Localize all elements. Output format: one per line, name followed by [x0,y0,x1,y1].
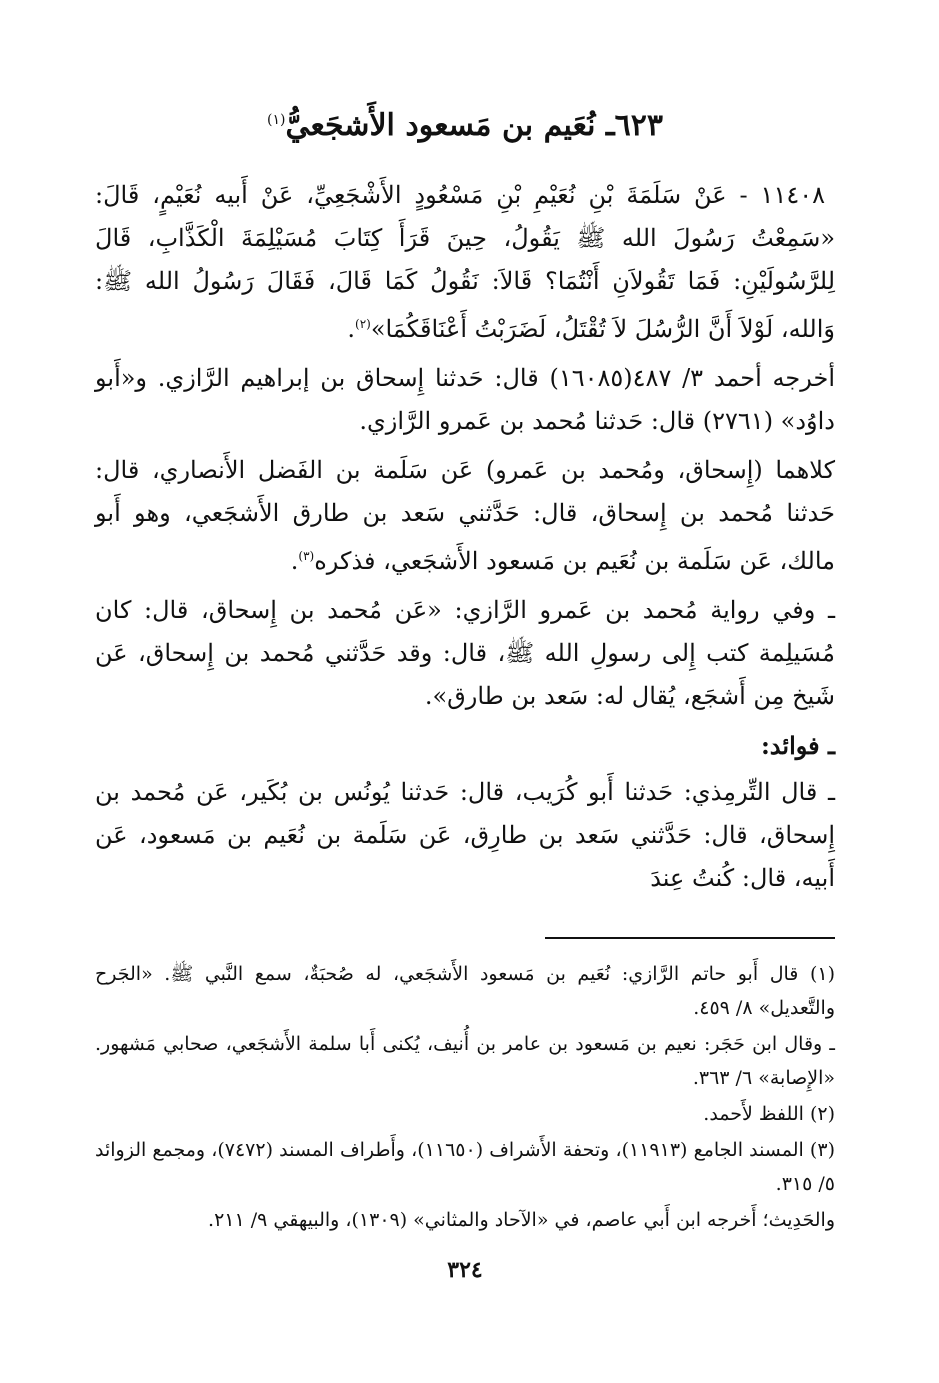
chapter-title [95,95,835,146]
footnote-3-continued: والحَدِيث؛ أَخرجه ابن أَبي عاصم، في «الآحاد والمثاني» (١٣٠٩)، والبيهقي ٩/ ٢١١. [208,1209,835,1231]
fawaid-heading: ـ فوائد: [760,731,835,760]
footnote-ref-1: (١) [267,112,286,128]
main-text [95,174,835,900]
footnote-2: (٢) اللفظ لأَحمد. [703,1103,835,1125]
takhrij-paragraph-3: ـ وفي رواية مُحمد بن عَمرو الرَّازي: «عَن مُحمد بن إِسحاق، قال: كان مُسَيلِمة كتب إِلى رسولِ الله ﷺ، قال: وقد حَدَّثني مُحمد بن إِسحاق، عَن شَيخ مِن أَشجَع، يُقال له: سَعد بن طارق». [95,596,835,710]
book-page [95,95,835,1295]
hadith-body: ١١٤٠٨ - عَنْ سَلَمَةَ بْنِ نُعَيْمِ بْنِ مَسْعُودٍ الأَشْجَعِيِّ، عَنْ أَبيه نُعَيْمٍ، قَالَ: «سَمِعْتُ رَسُولَ الله ﷺ يَقُولُ، حِينَ قَرَأَ كِتَابَ مُسَيْلِمَةَ الْكَذَّابِ، قَالَ لِلرَّسُولَيْنِ: فَمَا تَقُولاَنِ أَنْتُمَا؟ قَالاَ: نَقُولُ كَمَا قَالَ، فَقَالَ رَسُولُ الله ﷺ: وَالله، لَوْلاَ أَنَّ الرُّسُلَ لاَ تُقْتَلُ، لَضَرَبْتُ أَعْنَاقَكُمَا» [95,181,835,343]
footnote-ref-3: (٣) [298,549,315,563]
footnotes [95,957,835,1239]
page-number: ٣٢٤ [447,1257,483,1283]
chapter-title-text: ٦٢٣ـ نُعَيم بن مَسعود الأَشجَعيُّ [285,108,663,143]
footnote-3: (٣) المسند الجامع (١١٩١٣)، وتحفة الأَشراف (١١٦٥٠)، وأَطراف المسند (٧٤٧٢)، ومجمع الزوائد ٥/ ٣١٥. [95,1139,835,1195]
takhrij-paragraph-2-end: . [290,547,299,575]
fawaid-text: ـ قال التِّرمِذي: حَدثنا أَبو كُرَيب، قال: حَدثنا يُونُس بن بُكَير، عَن مُحمد بن إِسحاق، قال: حَدَّثني سَعد بن طارِق، عَن سَلَمة بن نُعَيم بن مَسعود، عَن أَبيه، قال: كُنتُ عِندَ [95,778,835,892]
takhrij-paragraph-2-body: كلاهما (إِسحاق، ومُحمد بن عَمرو) عَن سَلَمة بن الفَضل الأَنصاري، قال: حَدثنا مُحمد بن إِسحاق، قال: حَدَّثني سَعد بن طارق الأَشجَعي، وهو أَبو مالك، عَن سَلَمة بن نُعَيم بن مَسعود الأَشجَعي، فذكره [95,456,835,575]
takhrij-paragraph-1: أخرجه أحمد ٣/ ٤٨٧(١٦٠٨٥) قال: حَدثنا إِسحاق بن إبراهيم الرَّازي. و«أَبو داوُد» (٢٧٦١) قال: حَدثنا مُحمد بن عَمرو الرَّازي. [95,364,835,435]
takhrij-paragraph-2 [95,449,835,583]
hadith-end: . [347,315,356,343]
footnote-1-continued: ـ وقال ابن حَجَر: نعيم بن مَسعود بن عامر بن أُنيف، يُكنى أَبا سلمة الأَشجَعي، صحابي مَشهور. «الإِصابة» ٦/ ٣٦٣. [95,1033,835,1089]
footnote-ref-2: (٢) [355,317,371,331]
hadith-text [95,174,835,351]
footnote-1: (١) قال أَبو حاتم الرَّازي: نُعَيم بن مَسعود الأَشجَعي، له صُحبَةٌ، سمع النَّبي ﷺ. «الجَرح والتَّعديل» ٨/ ٤٥٩. [95,963,835,1019]
footnote-separator [545,937,835,939]
